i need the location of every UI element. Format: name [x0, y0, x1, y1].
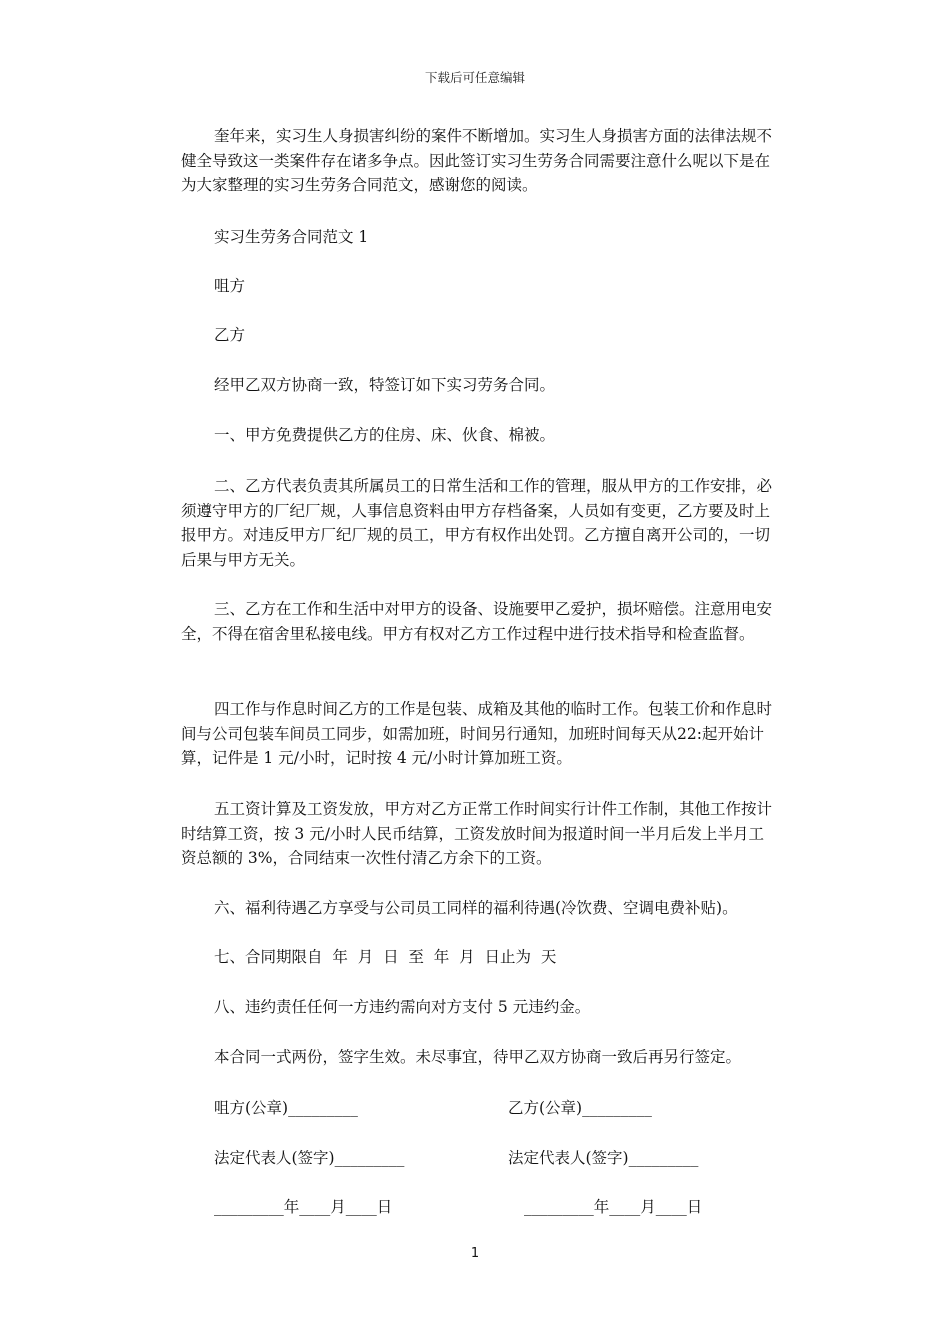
- party-b-seal-line: 乙方(公章)_________: [508, 1099, 652, 1117]
- clause-3: 三、乙方在工作和生活中对甲方的设备、设施要甲乙爱护，损坏赔偿。注意用电安全，不得在宿舍里私接电线。甲方有权对乙方工作过程中进行技术指导和检查监督。: [181, 600, 773, 643]
- contract-title: 实习生劳务合同范文 1: [214, 228, 369, 246]
- clause-6: 六、福利待遇乙方享受与公司员工同样的福利待遇(冷饮费、空调电费补贴)。: [214, 899, 738, 917]
- page-number: 1: [470, 1246, 480, 1261]
- closing-paragraph: 本合同一式两份，签字生效。未尽事宜，待甲乙双方协商一致后再另行签定。: [214, 1048, 742, 1066]
- party-a-line: 咀方: [214, 277, 246, 295]
- party-a-rep-line: 法定代表人(签字)_________: [214, 1149, 405, 1167]
- party-b-rep-line: 法定代表人(签字)_________: [508, 1149, 699, 1167]
- clause-8: 八、违约责任任何一方违约需向对方支付 5 元违约金。: [214, 998, 591, 1016]
- party-b-date-line: _________年____月____日: [524, 1198, 703, 1216]
- party-b-line: 乙方: [214, 326, 246, 344]
- page-header: 下载后可任意编辑: [424, 70, 525, 85]
- clause-2: 二、乙方代表负责其所属员工的日常生活和工作的管理，服从甲方的工作安排，必须遵守甲方的厂纪厂规，人事信息资料由甲方存档备案，人员如有变更，乙方要及时上报甲方。对违反甲方厂纪厂规的员工，甲方有权作出处罚。乙方擅自离开公司的，一切后果与甲方无关。: [181, 477, 773, 569]
- clause-1: 一、甲方免费提供乙方的住房、床、伙食、棉被。: [214, 426, 556, 444]
- intro-paragraph: 奎年来，实习生人身损害纠纷的案件不断增加。实习生人身损害方面的法律法规不健全导致这一类案件存在诸多争点。因此签订实习生劳务合同需要注意什么呢以下是在为大家整理的实习生劳务合同范文，感谢您的阅读。: [181, 127, 773, 194]
- clause-5: 五工资计算及工资发放，甲方对乙方正常工作时间实行计件工作制，其他工作按计时结算工资，按 3 元/小时人民币结算，工资发放时间为报道时间一半月后发上半月工资总额的 3%，合同结束一次性付清乙方余下的工资。: [181, 800, 773, 867]
- party-a-date-line: _________年____月____日: [214, 1198, 393, 1216]
- preamble-paragraph: 经甲乙双方协商一致，特签订如下实习劳务合同。: [214, 376, 556, 394]
- clause-7: 七、合同期限自 年 月 日 至 年 月 日止为 天: [214, 948, 557, 966]
- party-a-seal-line: 咀方(公章)_________: [214, 1099, 358, 1117]
- clause-4: 四工作与作息时间乙方的工作是包装、成箱及其他的临时工作。包装工价和作息时间与公司包装车间员工同步，如需加班，时间另行通知，加班时间每天从22:起开始计算，记件是 1 元/小时，记时按 4 元/小时计算加班工资。: [181, 700, 773, 767]
